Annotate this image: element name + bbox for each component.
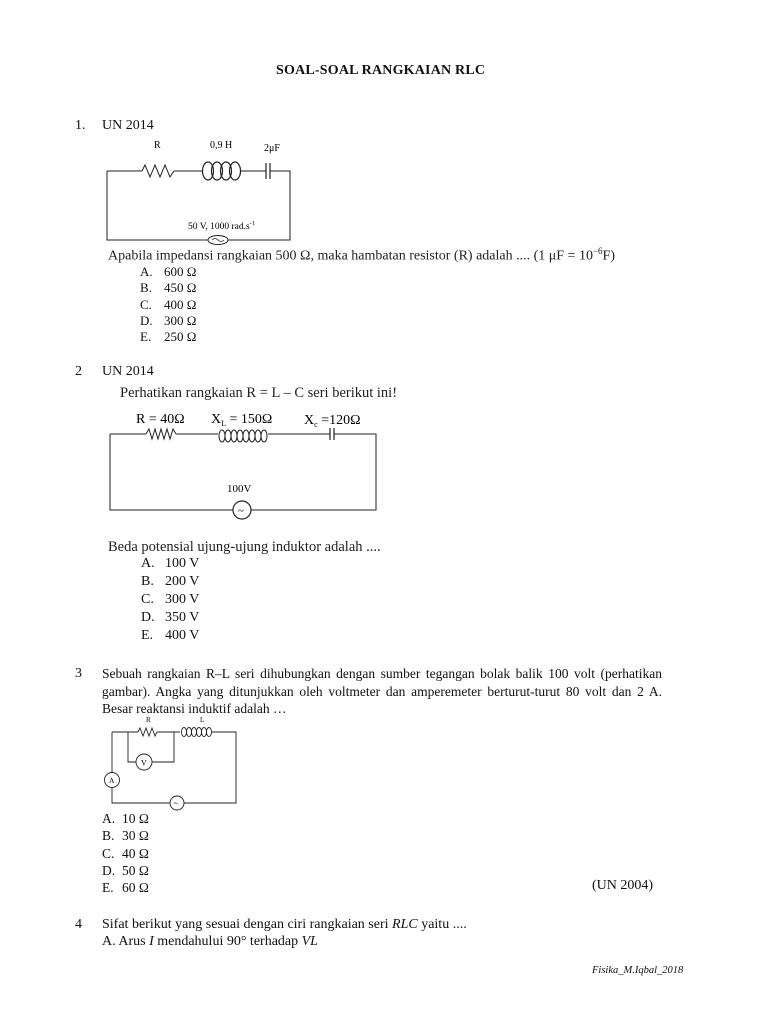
answer-option[interactable]: E. 400 V xyxy=(141,628,200,643)
question-1-number: 1. xyxy=(75,118,86,133)
answer-option[interactable]: D. 300 Ω xyxy=(140,312,197,328)
q2-capacitor xyxy=(330,428,334,440)
question-3-source-note: (UN 2004) xyxy=(592,878,654,893)
question-4-option-a[interactable]: A. Arus I mendahului 90° terhadap VL xyxy=(102,934,318,949)
answer-option[interactable]: B. 200 V xyxy=(141,574,200,589)
q2-resistor-label: R = 40Ω xyxy=(136,412,185,427)
question-3-number: 3 xyxy=(75,666,82,681)
q1-resistor-zigzag xyxy=(142,165,174,177)
q2-ac-source-icon xyxy=(233,501,251,519)
svg-text:V: V xyxy=(141,758,147,768)
q2-inductor-label: $X_L = 150\Omega$ xyxy=(211,412,273,428)
question-1-circuit-diagram xyxy=(104,137,304,247)
q1-source-label: 50 V, 1000 $rad.s^{-1}$ xyxy=(188,220,256,232)
q1-inductor-label: 0,9 H xyxy=(210,140,233,151)
question-1-source: UN 2014 xyxy=(102,118,154,133)
question-3-circuit-diagram xyxy=(104,713,244,808)
question-1-options xyxy=(140,264,196,345)
question-2-options xyxy=(141,555,199,645)
q3-ammeter-icon xyxy=(105,773,120,788)
answer-option[interactable]: A. 10 Ω xyxy=(102,811,149,826)
q1-capacitor xyxy=(266,163,270,179)
q2-resistor-zigzag xyxy=(146,429,176,439)
answer-option[interactable]: C. 400 Ω xyxy=(140,296,197,312)
svg-text:~: ~ xyxy=(238,505,244,517)
svg-text:~: ~ xyxy=(173,799,178,808)
question-2-prompt: Beda potensial ujung-ujung induktor adalah .... xyxy=(108,539,381,555)
q3-inductor-label: L xyxy=(200,716,205,724)
q3-ac-source-icon xyxy=(170,796,184,810)
q2-left-wire xyxy=(110,434,233,510)
question-3-options xyxy=(102,810,149,896)
q1-inductor-coil xyxy=(203,162,241,180)
question-1-prompt: Apabila impedansi rangkaian 500 Ω, maka hambatan resistor (R) adalah .... (1 $\mu F = 10^{-6}F$) xyxy=(108,246,615,264)
q1-resistor-label: R xyxy=(154,140,161,151)
answer-option[interactable]: A. 600 Ω xyxy=(140,264,197,279)
answer-option[interactable]: B. 450 Ω xyxy=(140,280,197,296)
answer-option[interactable]: A. 100 V xyxy=(141,556,200,571)
q2-right-wire xyxy=(251,434,376,510)
q3-inductor-coil xyxy=(182,728,212,737)
svg-text:A: A xyxy=(109,776,115,785)
answer-option[interactable]: D. 50 Ω xyxy=(102,862,149,878)
q2-capacitor-label: $X_c =120\Omega$ xyxy=(304,413,361,429)
answer-option[interactable]: E. 60 Ω xyxy=(102,880,149,896)
q3-voltmeter-icon xyxy=(136,754,152,770)
q2-inductor-coil xyxy=(219,430,267,442)
q1-ac-source-icon xyxy=(208,236,228,245)
question-4-number: 4 xyxy=(75,917,82,932)
question-3-text: Sebuah rangkaian R–L seri dihubungkan dengan sumber tegangan bolak balik 100 volt (perhatikan gambar). Angka yang ditunjukkan oleh voltmeter dan amperemeter berturut-turut 80 volt dan 2 A. Besar reaktansi induktif adalah … xyxy=(102,666,662,716)
question-2-number: 2 xyxy=(75,364,82,379)
answer-option[interactable]: E. 250 Ω xyxy=(140,329,197,345)
q2-source-label: 100V xyxy=(227,483,252,495)
question-2-circuit-diagram xyxy=(108,406,398,516)
question-4-text: Sifat berikut yang sesuai dengan ciri rangkaian seri RLC yaitu .... xyxy=(102,917,467,932)
q3-resistor-zigzag xyxy=(138,728,157,736)
answer-option[interactable]: D. 350 V xyxy=(141,610,200,625)
answer-option[interactable]: B. 30 Ω xyxy=(102,828,149,844)
page-title: SOAL-SOAL RANGKAIAN RLC xyxy=(276,63,486,78)
q1-capacitor-label: 2μF xyxy=(264,143,280,154)
page-footer: Fisika_M.Iqbal_2018 xyxy=(592,965,684,976)
q3-resistor-label: R xyxy=(146,716,151,724)
answer-option[interactable]: C. 300 V xyxy=(141,592,200,607)
question-2-source: UN 2014 xyxy=(102,364,154,379)
answer-option[interactable]: C. 40 Ω xyxy=(102,845,149,861)
question-2-intro: Perhatikan rangkaian R = L – C seri berikut ini! xyxy=(120,385,398,401)
